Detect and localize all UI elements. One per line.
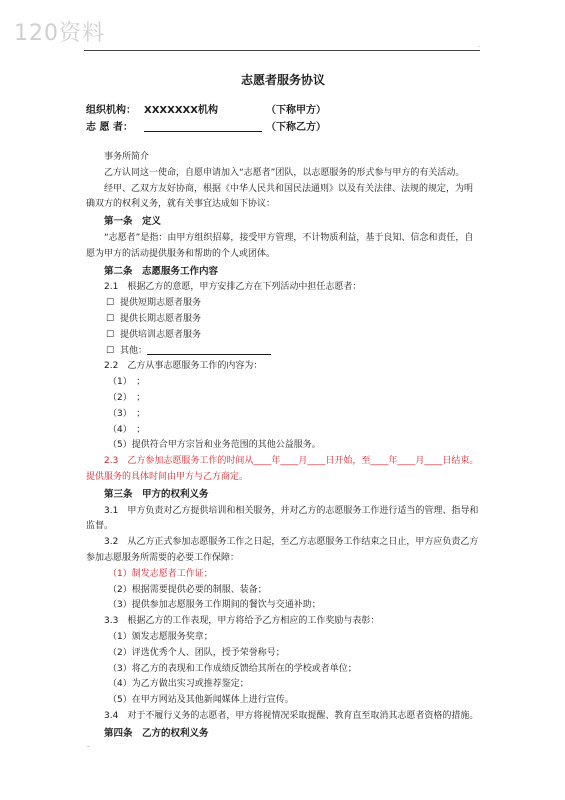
article-2-heading: 第二条 志愿服务工作内容: [104, 265, 219, 277]
volunteer-line: [86, 119, 480, 136]
header-rule: [84, 50, 480, 51]
reward-item-1: （1）颁发志愿服务奖章；: [108, 631, 213, 642]
checkbox-icon[interactable]: ☐: [106, 329, 115, 340]
checkbox-icon[interactable]: ☐: [106, 298, 115, 309]
checkbox-icon[interactable]: ☐: [106, 345, 115, 356]
intro-paragraph-2: 经甲、乙双方友好协商，根据《中华人民共和国民法通则》以及有关法律、法规的规定，为明确双方的权利义务，就有关事宜达成如下协议：: [86, 183, 474, 210]
article-3-heading: 第三条 甲方的权利义务: [104, 488, 209, 500]
option-other[interactable]: [86, 344, 480, 360]
content-item-4: （4） ；: [108, 424, 146, 435]
volunteer-note: （下称乙方）: [266, 122, 326, 133]
option-label: 提供培训志愿者服务: [120, 329, 202, 340]
clause-3-2: 3.2 从乙方正式参加志愿服务工作之日起，至乙方志愿服务工作结束之日止，甲方应负责乙方参加志愿服务所需要的必要工作保障：: [86, 537, 479, 563]
option-long-term[interactable]: [86, 312, 480, 328]
checkbox-icon[interactable]: ☐: [106, 313, 115, 324]
intro-paragraph-1: 乙方认同这一使命，自愿申请加入“志愿者”团队，以志愿服务的形式参与甲方的有关活动。: [104, 167, 465, 178]
reward-item-3: （3）将乙方的表现和工作成绩反馈给其所在的学校或者单位；: [108, 663, 357, 674]
clause-3-3: 3.3 根据乙方的工作表现，甲方将给予乙方相应的工作奖励与表彰：: [104, 616, 380, 627]
watermark-text: 120资料: [14, 21, 105, 46]
option-training[interactable]: [86, 328, 480, 344]
volunteer-label: 志 愿 者：: [86, 122, 133, 133]
article-1-text: “志愿者”是指：由甲方组织招募，接受甲方管理，不计物质利益，基于良知、信念和责任，自愿为甲方的活动提供服务和帮助的个人或团体。: [86, 232, 474, 259]
volunteer-name-blank[interactable]: [144, 120, 262, 132]
option-label: 提供短期志愿者服务: [120, 298, 202, 309]
agreement-document: [86, 72, 480, 742]
org-line: [86, 102, 480, 119]
article-4-heading: 第四条 乙方的权利义务: [104, 727, 209, 739]
other-fill-line[interactable]: [147, 344, 271, 355]
option-short-term[interactable]: [86, 296, 480, 312]
clause-3-4: 3.4 对于不履行义务的志愿者，甲方将视情况采取提醒、教育直至取消其志愿者资格的措施。: [104, 710, 479, 721]
guarantee-item-1: （1）制发志愿者工作证；: [108, 568, 213, 579]
org-note: （下称甲方）: [266, 105, 326, 116]
header-dot: .: [478, 42, 480, 49]
article-1-heading: 第一条 定义: [104, 216, 162, 228]
content-item-2: （2） ；: [108, 392, 146, 403]
option-label: 其他：: [120, 345, 148, 356]
guarantee-item-3: （3）提供参加志愿服务工作期间的餐饮与交通补助；: [108, 600, 321, 611]
reward-item-5: （5）在甲方网站及其他新闻媒体上进行宣传。: [108, 695, 294, 706]
reward-item-4: （4）为乙方做出实习或推荐鉴定；: [108, 679, 249, 690]
clause-3-1: 3.1 甲方负责对乙方提供培训和相关服务，并对乙方的志愿服务工作进行适当的管理、指导和监督。: [86, 505, 479, 532]
clause-2-2: 2.2 乙方从事志愿服务工作的内容为：: [104, 361, 263, 372]
org-value: XXXXXXX机构: [144, 105, 218, 116]
intro-heading: 事务所简介: [104, 152, 150, 162]
clause-2-1: 2.1 根据乙方的意愿，甲方安排乙方在下列活动中担任志愿者：: [104, 282, 362, 293]
clause-2-3: 2.3 乙方参加志愿服务工作的时间从____年____月____日开始，至____年____月____日结束。提供服务的具体时间由甲方与乙方商定。: [86, 456, 479, 482]
document-title: 志愿者服务协议: [240, 73, 325, 87]
content-item-1: （1） ；: [108, 377, 146, 388]
guarantee-item-2: （2）根据需要提供必要的制服、装备；: [108, 584, 267, 595]
footer-dot: ..: [86, 742, 90, 749]
content-item-3: （3） ；: [108, 408, 146, 419]
content-item-5: （5）提供符合甲方宗旨和业务范围的其他公益服务。: [108, 440, 321, 451]
org-label: 组织机构：: [86, 105, 136, 116]
reward-item-2: （2）评选优秀个人、团队，授予荣誉称号；: [108, 647, 285, 658]
option-label: 提供长期志愿者服务: [120, 313, 202, 324]
